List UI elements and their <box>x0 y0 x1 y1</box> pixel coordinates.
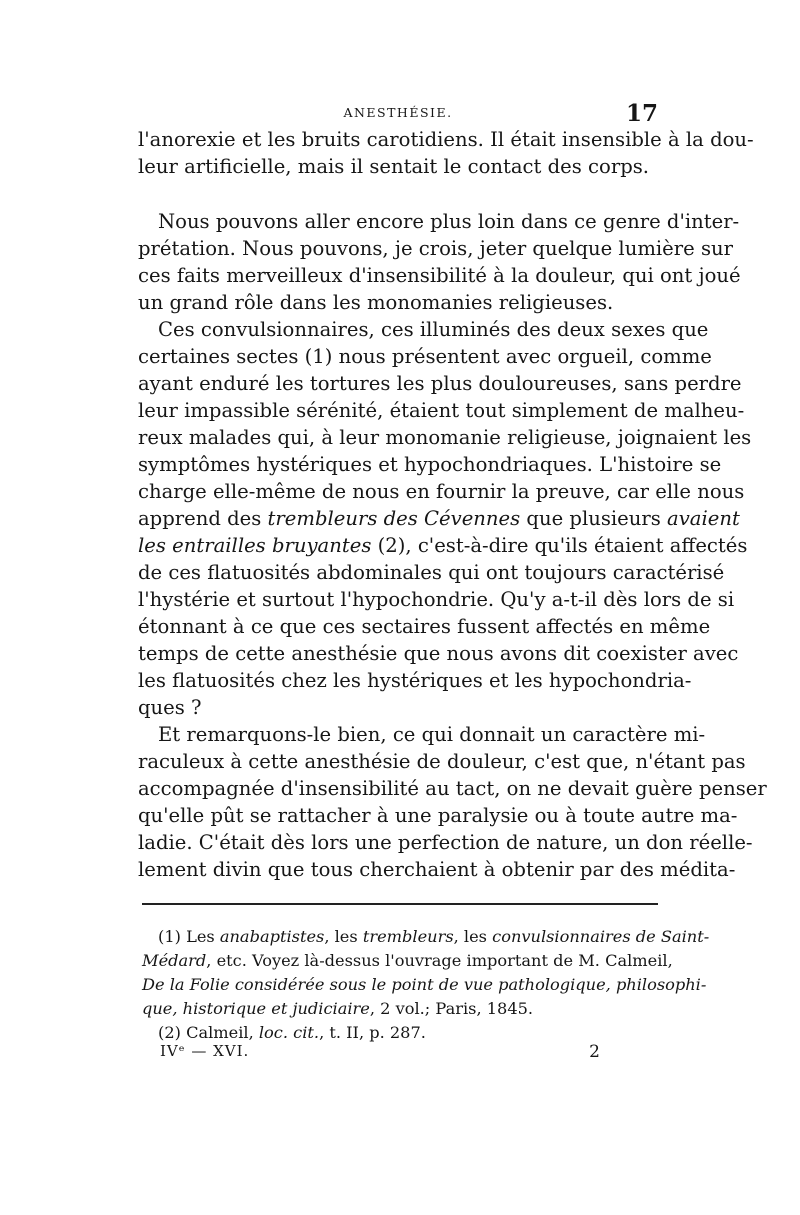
text-line: ces faits merveilleux d'insensibilité à la douleur, qui ont joué <box>138 264 741 287</box>
text-line: Nous pouvons aller encore plus loin dans ce genre d'inter- <box>158 210 740 233</box>
footnote-rule <box>142 903 658 905</box>
text-run: que plusieurs <box>520 507 668 530</box>
text-line <box>138 532 748 559</box>
footnotes <box>142 925 710 1045</box>
text-line: ladie. C'était dès lors une perfection de nature, un don réelle- <box>138 831 753 854</box>
text-run: , les <box>453 927 493 946</box>
text-run: apprend des <box>138 507 268 530</box>
running-title: ANESTHÉSIE. <box>343 105 453 120</box>
text-line: les flatuosités chez les hystériques et les hypochondria- <box>138 669 692 692</box>
italic-text: que, historique et judiciaire <box>142 999 370 1018</box>
text-line: qu'elle pût se rattacher à une paralysie ou à toute autre ma- <box>138 804 738 827</box>
text-line: l'hystérie et surtout l'hypochondrie. Qu'y a-t-il dès lors de si <box>138 588 735 611</box>
text-line <box>138 505 740 532</box>
text-run: , etc. Voyez là-dessus l'ouvrage important de M. Calmeil, <box>206 951 673 970</box>
text-line: ques ? <box>138 696 202 719</box>
text-line: symptômes hystériques et hypochondriaques. L'histoire se <box>138 453 722 476</box>
text-line: certaines sectes (1) nous présentent avec orgueil, comme <box>138 345 712 368</box>
text-run: , t. II, p. 287. <box>319 1023 426 1042</box>
text-line: étonnant à ce que ces sectaires fussent affectés en même <box>138 615 711 638</box>
text-line: accompagnée d'insensibilité au tact, on ne devait guère penser <box>138 777 767 800</box>
text-line: lement divin que tous cherchaient à obtenir par des médita- <box>138 858 736 881</box>
italic-text: Médard <box>142 951 207 970</box>
text-line: raculeux à cette anesthésie de douleur, c'est que, n'étant pas <box>138 750 746 773</box>
footnote-line <box>142 997 658 1021</box>
italic-text: avaient <box>667 507 740 530</box>
page-number: 17 <box>625 100 658 127</box>
text-line: Ces convulsionnaires, ces illuminés des deux sexes que <box>158 318 709 341</box>
italic-text: De la Folie considérée sous le point de vue pathologique, philosophi- <box>142 975 707 994</box>
text-line: prétation. Nous pouvons, je crois, jeter quelque lumière sur <box>138 237 733 260</box>
text-line: de ces flatuosités abdominales qui ont toujours caractérisé <box>138 561 725 584</box>
text-run: , 2 vol.; Paris, 1845. <box>369 999 534 1018</box>
text-run: (1) Les <box>158 927 220 946</box>
italic-text: anabaptistes <box>219 927 325 946</box>
signature-mark: IVᵉ — XVI. <box>160 1042 250 1060</box>
footnote-line <box>142 973 707 997</box>
text-line: leur impassible sérénité, étaient tout simplement de malheu- <box>138 399 745 422</box>
text-line: l'anorexie et les bruits carotidiens. Il était insensible à la dou- <box>138 128 754 151</box>
italic-text: les entrailles bruyantes <box>138 534 372 557</box>
footnote-1 <box>142 925 710 949</box>
text-run: (2) Calmeil, <box>158 1023 259 1042</box>
text-run: (2), c'est-à-dire qu'ils étaient affectés <box>371 534 748 557</box>
italic-text: trembleurs <box>362 927 454 946</box>
signature-number: 2 <box>589 1042 600 1062</box>
footnote-line <box>142 949 673 973</box>
text-line: Et remarquons-le bien, ce qui donnait un caractère mi- <box>158 723 706 746</box>
text-line: temps de cette anesthésie que nous avons dit coexister avec <box>138 642 739 665</box>
italic-text: convulsionnaires de Saint- <box>492 927 710 946</box>
text-line: ayant enduré les tortures les plus douloureuses, sans perdre <box>138 372 742 395</box>
body-text <box>138 126 767 883</box>
text-run: , les <box>324 927 363 946</box>
italic-text: loc. cit. <box>258 1023 320 1042</box>
italic-text: trembleurs des Cévennes <box>267 507 521 530</box>
text-line: leur artificielle, mais il sentait le contact des corps. <box>138 155 650 178</box>
text-line: reux malades qui, à leur monomanie religieuse, joignaient les <box>138 426 752 449</box>
text-line: charge elle-même de nous en fournir la preuve, car elle nous <box>138 480 745 503</box>
page-header <box>138 100 658 126</box>
text-line: un grand rôle dans les monomanies religieuses. <box>138 291 614 314</box>
